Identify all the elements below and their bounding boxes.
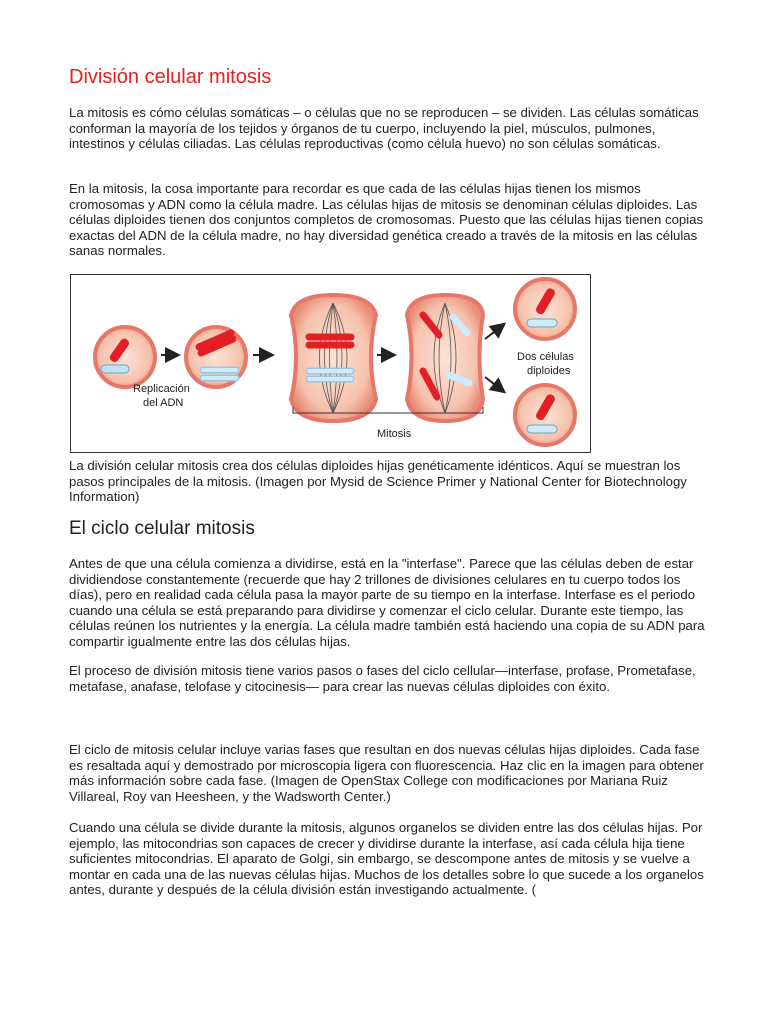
label-replication-2: del ADN: [143, 397, 184, 409]
arrow-4a: [485, 325, 503, 339]
anaphase-cell: [407, 295, 483, 421]
arrow-4b: [485, 377, 503, 391]
paragraph-image-note: El ciclo de mitosis celular incluye varias fases que resultan en dos nuevas células hijas diploides. Cada fase es resaltada aquí y demostrado por microscopia ligera con fluorescencia. Haz clic en la imagen para obtener más información sobre cada fase. (Imagen de OpenStax College con modificaciones por Mariana Ruiz Villareal, Roy van Heesheen, y the Wadsworth Center.): [69, 742, 704, 804]
parent-cell: [95, 327, 155, 387]
daughter-cell-top: [515, 279, 575, 339]
page-title: División celular mitosis: [69, 66, 272, 88]
section-title-cell-cycle: El ciclo celular mitosis: [69, 518, 255, 539]
paragraph-intro: La mitosis es cómo células somáticas – o células que no se reproducen – se dividen. Las células somáticas conforman la mayoría de los tejidos y órganos de tu cuerpo, incluyendo la piel, músculos, pulmones, intestinos y células ciliadas. Las células reproductivas (como célula huevo) no son células somáticas.: [69, 105, 699, 152]
paragraph-organelles: Cuando una célula se divide durante la mitosis, algunos organelos se dividen entre las dos células hijas. Por ejemplo, las mitocondrias son capaces de crecer y dividirse durante la interfase, así cada célula hija tiene suficientes mitocondrias. El aparato de Golgi, sin embargo, se descompone antes de mitosis y se vuelve a montar en cada una de las nuevas células hijas. Muchos de los detalles sobre lo que sucede a los organelos antes, durante y después de la célula división están investigando actualmente. (: [69, 820, 704, 898]
label-daughters-2: diploides: [527, 365, 571, 377]
paragraph-daughter-cells: En la mitosis, la cosa importante para recordar es que cada de las células hijas tienen los mismos cromosomas y ADN como la célula madre. Las células hijas de mitosis se denominan células diploides. Las células diploides tienen dos conjuntos completos de cromosomas. Puesto que las células hijas tienen copias exactas del ADN de la célula madre, no hay diversidad genética creado a través de la mitosis en las células sanas normales.: [69, 181, 704, 259]
figure-caption: La división celular mitosis crea dos células diploides hijas genéticamente idénticos. Aquí se muestran los pasos principales de la mitosis. (Imagen por Mysid de Science Primer y National Center for Biotechnology Information): [69, 458, 687, 505]
daughter-cell-bottom: [515, 385, 575, 445]
label-mitosis: Mitosis: [377, 428, 412, 440]
label-daughters-1: Dos células: [517, 351, 574, 363]
chromosome-blue: [101, 365, 129, 373]
paragraph-phases: El proceso de división mitosis tiene varios pasos o fases del ciclo cellular—interfase, profase, Prometafase, metafase, anafase, telofase y citocinesis— para crear las nuevas células diploides con éxito.: [69, 663, 696, 694]
mitosis-figure: [70, 274, 591, 453]
replicated-cell: [186, 327, 246, 387]
paragraph-interphase: Antes de que una célula comienza a dividirse, está en la "interfase". Parece que las células deben de estar dividiendose constantemente (recuerde que hay 2 trillones de divisiones celulares en tu cuerpo todos los días), pero en realidad cada célula pasa la mayor parte de su tiempo en la interfase. Interfase es el periodo cuando una célula se está preparando para dividirse y comenzar el ciclo celular. Durante este tiempo, las células reúnen los nutrientes y la energía. La célula madre también está haciendo una copia de su ADN para compartir igualmente entre las dos células hijas.: [69, 556, 705, 649]
metaphase-cell: [291, 295, 376, 421]
label-replication-1: Replicación: [133, 383, 190, 395]
